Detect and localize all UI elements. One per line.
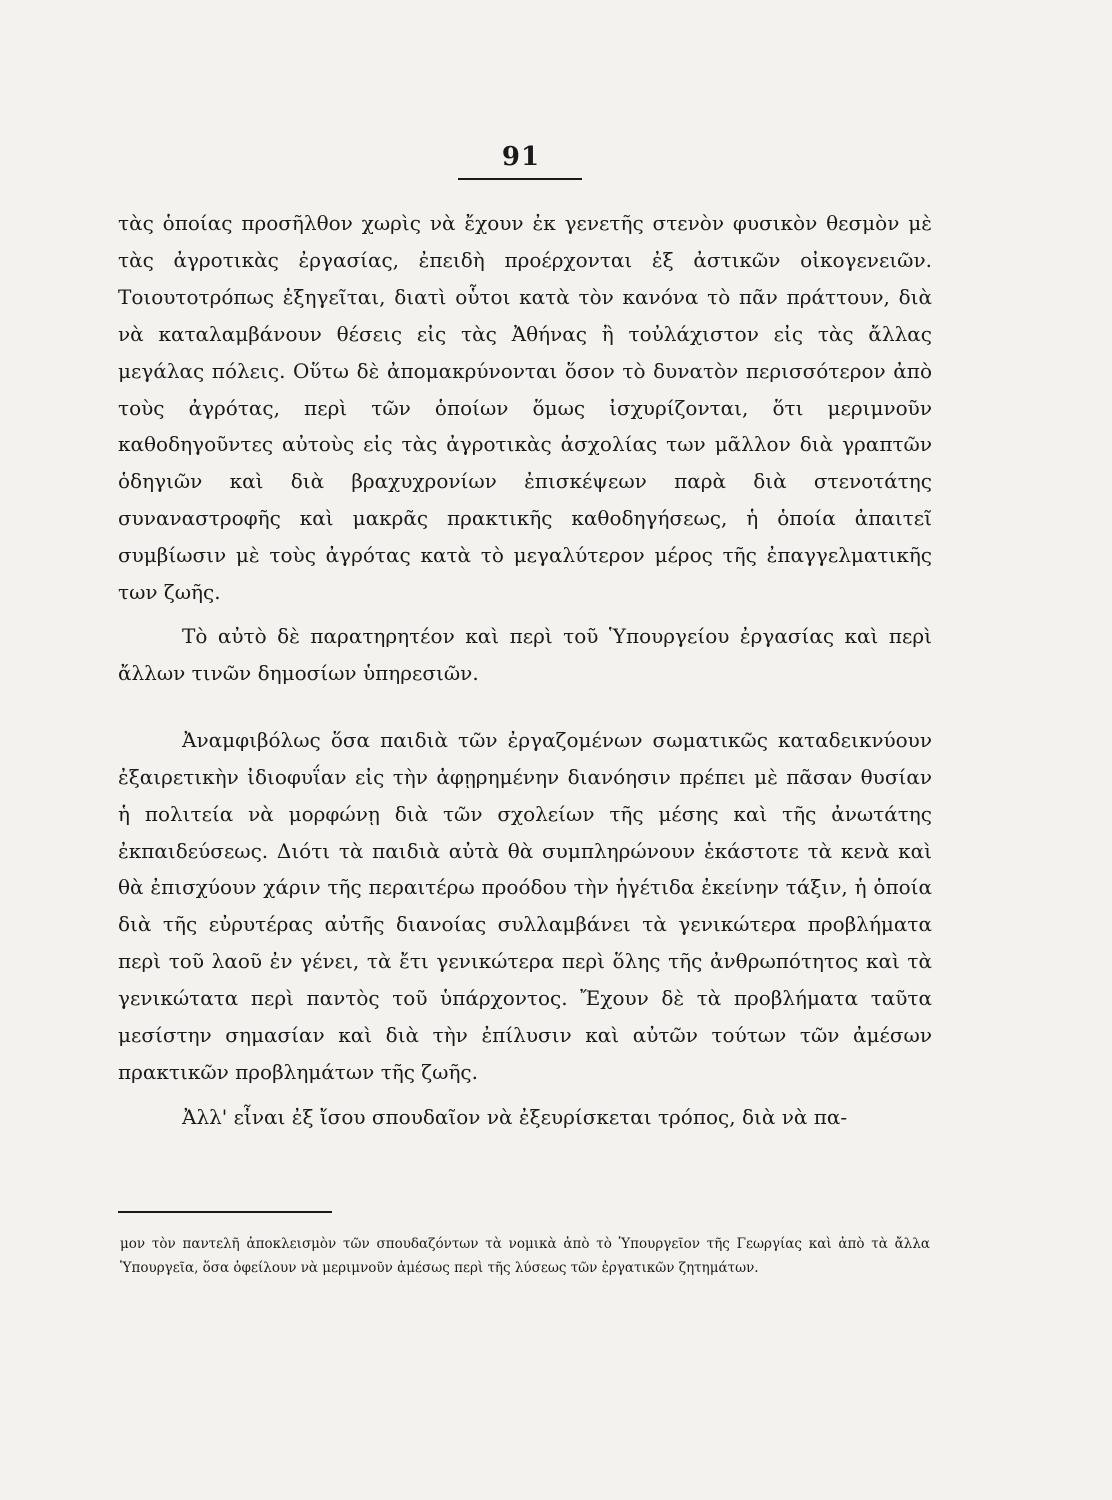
page-number-rule [458,178,582,180]
paragraph-3: Ἀναμφιβόλως ὅσα παιδιὰ τῶν ἐργαζομένων σωματικῶς καταδεικνύουν ἐξαιρετικὴν ἰδιοφυΐαν εἰς τὴν ἀφῃρημένην διανόησιν πρέπει μὲ πᾶσαν θυσίαν ἡ πολιτεία νὰ μορφώνῃ διὰ τῶν σχολείων τῆς μέσης καὶ τῆς ἀνωτάτης ἐκπαιδεύσεως. Διότι τὰ παιδιὰ αὐτὰ θὰ συμπληρώνουν ἑκάστοτε τὰ κενὰ καὶ θὰ ἐπισχύουν χάριν τῆς περαιτέρω προόδου τὴν ἡγέτιδα ἐκείνην τάξιν, ἡ ὁποία διὰ τῆς εὐρυτέρας αὐτῆς διανοίας συλλαμβάνει τὰ γενικώτερα προβλήματα περὶ τοῦ λαοῦ ἐν γένει, τὰ ἔτι γενικώτερα περὶ ὅλης τῆς ἀνθρωπότητος καὶ τὰ γενικώτατα περὶ παντὸς τοῦ ὑπάρχοντος. Ἔχουν δὲ τὰ προβλήματα ταῦτα μεσίστην σημασίαν καὶ διὰ τὴν ἐπίλυσιν καὶ αὐτῶν τούτων τῶν ἀμέσων πρακτικῶν προβλημάτων τῆς ζωῆς. [118,727,932,1084]
paragraph-4: Ἀλλ' εἶναι ἐξ ἴσου σπουδαῖον νὰ ἐξευρίσκεται τρόπος, διὰ νὰ πα- [182,1104,848,1129]
footnote-rule [118,1211,332,1213]
footnote [120,1232,930,1280]
paragraph-2: Τὸ αὐτὸ δὲ παρατηρητέον καὶ περὶ τοῦ Ὑπουργείου ἐργασίας καὶ περὶ ἄλλων τινῶν δημοσίων ὑπηρεσιῶν. [118,623,932,685]
footnote-text: μον τὸν παντελῆ ἀποκλεισμὸν τῶν σπουδαζόντων τὰ νομικὰ ἀπὸ τὸ Ὑπουργεῖον τῆς Γεωργίας καὶ ἀπὸ τὰ ἄλλα Ὑπουργεῖα, ὅσα ὀφείλουν νὰ μεριμνοῦν ἀμέσως περὶ τῆς λύσεως τῶν ἐργατικῶν ζητημάτων. [120,1236,930,1276]
paragraph-1: τὰς ὁποίας προσῆλθον χωρὶς νὰ ἔχουν ἐκ γενετῆς στενὸν φυσικὸν θεσμὸν μὲ τὰς ἀγροτικὰς ἐργασίας, ἐπειδὴ προέρχονται ἐξ ἀστικῶν οἰκογενειῶν. Τοιουτοτρόπως ἐξηγεῖται, διατὶ οὗτοι κατὰ τὸν κανόνα τὸ πᾶν πράττουν, διὰ νὰ καταλαμβάνουν θέσεις εἰς τὰς Ἀθήνας ἢ τοὐλάχιστον εἰς τὰς ἄλλας μεγάλας πόλεις. Οὕτω δὲ ἀπομακρύνονται ὅσον τὸ δυνατὸν περισσότερον ἀπὸ τοὺς ἀγρότας, περὶ τῶν ὁποίων ὅμως ἰσχυρίζονται, ὅτι μεριμνοῦν καθοδηγοῦντες αὐτοὺς εἰς τὰς ἀγροτικὰς ἀσχολίας των μᾶλλον διὰ γραπτῶν ὁδηγιῶν καὶ διὰ βραχυχρονίων ἐπισκέψεων παρὰ διὰ στενοτάτης συναναστροφῆς καὶ μακρᾶς πρακτικῆς καθοδηγήσεως, ἡ ὁποία ἀπαιτεῖ συμβίωσιν μὲ τοὺς ἀγρότας κατὰ τὸ μεγαλύτερον μέρος τῆς ἐπαγγελματικῆς των ζωῆς. [118,211,932,605]
body-text [118,205,932,1136]
page-number: 91 [501,142,541,172]
